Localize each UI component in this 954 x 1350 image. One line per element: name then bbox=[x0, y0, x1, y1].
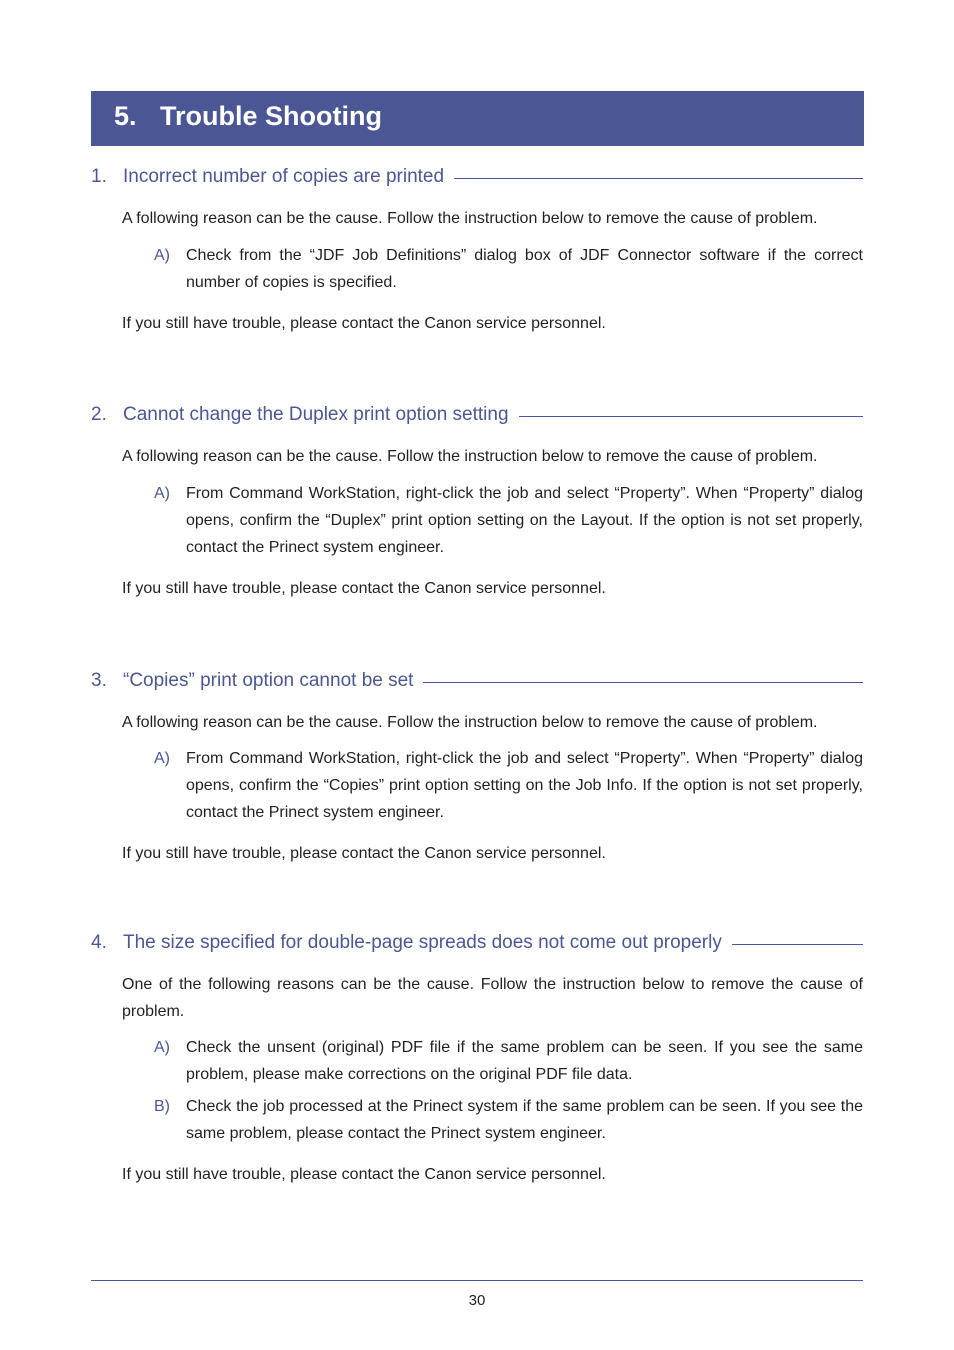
section-title: Cannot change the Duplex print option setting bbox=[123, 404, 519, 426]
item-label: B) bbox=[154, 1098, 170, 1115]
item-label: A) bbox=[154, 485, 170, 502]
item-text: From Command WorkStation, right-click the job and select “Property”. When “Property” dialog opens, confirm the “Copies” print option setting on the Job Info. If the option is not set properly, contact the Prinect system engineer. bbox=[186, 750, 863, 821]
item-label: A) bbox=[154, 750, 170, 767]
section-closing: If you still have trouble, please contact the Canon service personnel. bbox=[122, 845, 606, 862]
section-title: “Copies” print option cannot be set bbox=[123, 670, 423, 692]
section-heading bbox=[91, 166, 863, 190]
chapter-title: Trouble Shooting bbox=[160, 101, 382, 131]
section-title: Incorrect number of copies are printed bbox=[123, 166, 454, 188]
footer-rule bbox=[91, 1280, 863, 1281]
chapter-number: 5. bbox=[114, 101, 137, 131]
section-heading bbox=[91, 670, 863, 694]
section-closing: If you still have trouble, please contact the Canon service personnel. bbox=[122, 1166, 606, 1183]
section-heading bbox=[91, 932, 863, 956]
item-label: A) bbox=[154, 247, 170, 264]
section-intro: A following reason can be the cause. Follow the instruction below to remove the cause of problem. bbox=[122, 210, 818, 227]
item-label: A) bbox=[154, 1039, 170, 1056]
section-closing: If you still have trouble, please contact the Canon service personnel. bbox=[122, 315, 606, 332]
section-closing: If you still have trouble, please contact the Canon service personnel. bbox=[122, 580, 606, 597]
section-number: 3. bbox=[91, 670, 107, 691]
section-number: 2. bbox=[91, 404, 107, 425]
item-text: From Command WorkStation, right-click the job and select “Property”. When “Property” dialog opens, confirm the “Duplex” print option setting on the Layout. If the option is not set properly, contact the Prinect system engineer. bbox=[186, 485, 863, 556]
section-heading bbox=[91, 404, 863, 428]
section-number: 4. bbox=[91, 932, 107, 953]
section-title: The size specified for double-page spreads does not come out properly bbox=[123, 932, 732, 954]
section-intro: One of the following reasons can be the cause. Follow the instruction below to remove the cause of problem. bbox=[122, 976, 863, 1020]
section-intro: A following reason can be the cause. Follow the instruction below to remove the cause of problem. bbox=[122, 714, 818, 731]
item-text: Check the job processed at the Prinect system if the same problem can be seen. If you see the same problem, please contact the Prinect system engineer. bbox=[186, 1098, 863, 1142]
section-intro: A following reason can be the cause. Follow the instruction below to remove the cause of problem. bbox=[122, 448, 818, 465]
item-text: Check from the “JDF Job Definitions” dialog box of JDF Connector software if the correct number of copies is specified. bbox=[186, 247, 863, 291]
section-number: 1. bbox=[91, 166, 107, 187]
item-text: Check the unsent (original) PDF file if the same problem can be seen. If you see the same problem, please make corrections on the original PDF file data. bbox=[186, 1039, 863, 1083]
page-number: 30 bbox=[468, 1292, 486, 1309]
chapter-banner bbox=[91, 91, 864, 146]
